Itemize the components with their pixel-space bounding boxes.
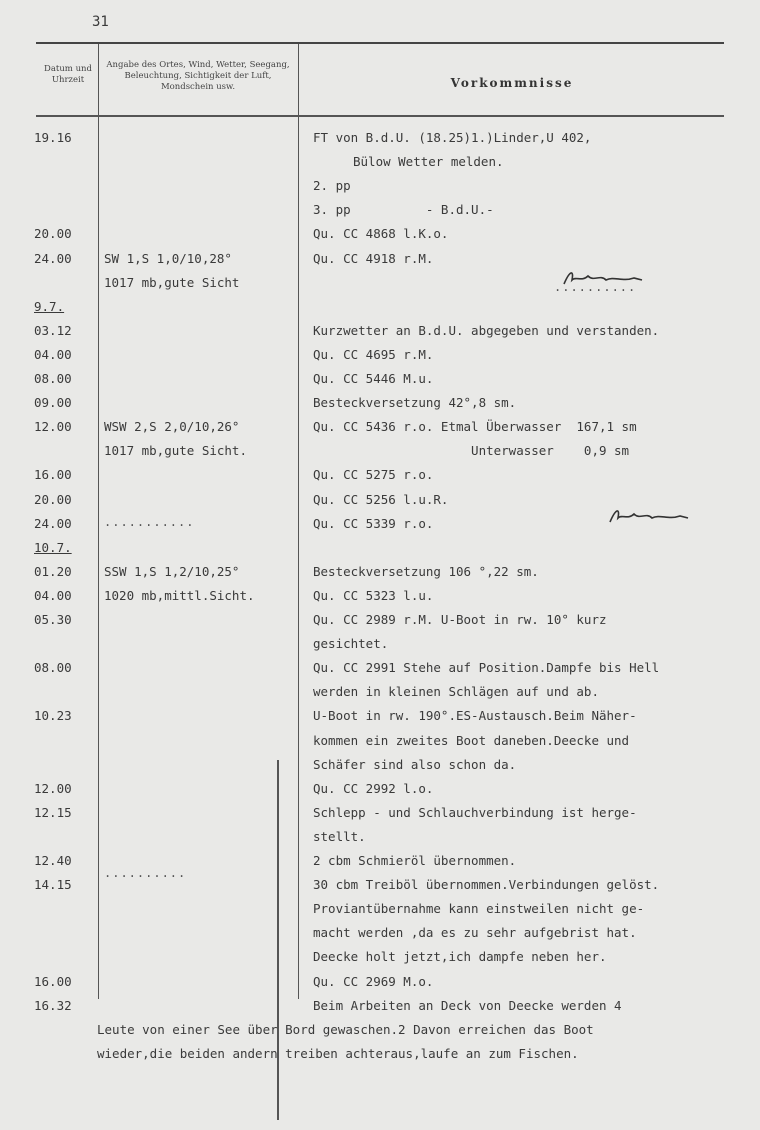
log-time: 09.00 — [34, 395, 72, 411]
log-event: stellt. — [313, 828, 366, 844]
log-time: 08.00 — [34, 660, 72, 676]
dotted-filler-2: .......... — [104, 866, 187, 880]
log-time: 24.00 — [34, 250, 72, 266]
dotted-filler-1: ........... — [104, 515, 195, 529]
log-place-weather: 1017 mb,gute Sicht. — [104, 443, 247, 459]
signature-1 — [560, 268, 650, 292]
log-row — [0, 443, 760, 466]
header-rule — [36, 115, 724, 117]
log-event: Qu. CC 2991 Stehe auf Position.Dampfe bis Hell — [313, 660, 660, 676]
log-place-weather: WSW 2,S 2,0/10,26° — [104, 419, 240, 435]
log-row — [0, 636, 760, 659]
log-place-weather: SW 1,S 1,0/10,28° — [104, 250, 232, 266]
log-event: Deecke holt jetzt,ich dampfe neben her. — [313, 949, 607, 965]
log-row — [0, 395, 760, 418]
log-row-wide — [0, 1046, 760, 1069]
log-time: 12.15 — [34, 804, 72, 820]
log-event: U-Boot in rw. 190°.ES-Austausch.Beim Näher- — [313, 708, 637, 724]
log-event: Qu. CC 5323 l.u. — [313, 587, 434, 603]
log-event: Qu. CC 2992 l.o. — [313, 780, 434, 796]
log-event: Qu. CC 4918 r.M. — [313, 250, 434, 266]
page-number: 31 — [92, 14, 109, 30]
log-time: 16.32 — [34, 997, 72, 1013]
log-row — [0, 949, 760, 972]
log-event: Schlepp - und Schlauchverbindung ist herge- — [313, 804, 637, 820]
log-event: kommen ein zweites Boot daneben.Deecke und — [313, 732, 630, 748]
log-time: 04.00 — [34, 346, 72, 362]
log-date: 9.7. — [34, 298, 65, 314]
log-event: 30 cbm Treiböl übernommen.Verbindungen gelöst. — [313, 877, 660, 893]
log-row — [0, 998, 760, 1021]
log-event: Qu. CC 5256 l.u.R. — [313, 491, 449, 507]
log-event: Qu. CC 5436 r.o. Etmal Überwasser 167,1 sm — [313, 419, 637, 435]
header-place-weather: Angabe des Ortes, Wind, Wetter, Seegang, Beleuchtung, Sichtigkeit der Luft, Mondschein usw. — [106, 60, 290, 92]
log-time: 01.20 — [34, 563, 72, 579]
log-row — [0, 347, 760, 370]
log-row — [0, 877, 760, 900]
log-event: Qu. CC 4695 r.M. — [313, 346, 434, 362]
log-row — [0, 733, 760, 756]
log-time: 05.30 — [34, 612, 72, 627]
log-event: 2. pp — [313, 178, 351, 194]
log-time: 20.00 — [34, 491, 72, 507]
log-place-weather: 1020 mb,mittl.Sicht. — [104, 587, 255, 603]
log-time: 12.00 — [34, 419, 72, 435]
log-row — [0, 612, 760, 635]
log-time: 04.00 — [34, 587, 72, 603]
log-row — [0, 588, 760, 611]
log-time: 16.00 — [34, 467, 72, 483]
top-rule — [36, 42, 724, 44]
log-row — [0, 540, 760, 563]
log-event: Qu. CC 5275 r.o. — [313, 467, 434, 483]
log-row — [0, 757, 760, 780]
log-time: 03.12 — [34, 322, 72, 338]
log-row — [0, 299, 760, 322]
signature-2 — [606, 506, 696, 530]
log-event: Qu. CC 4868 l.K.o. — [313, 226, 449, 242]
log-row — [0, 323, 760, 346]
log-row — [0, 974, 760, 997]
log-event: Schäfer sind also schon da. — [313, 756, 517, 772]
log-event: Unterwasser 0,9 sm — [313, 443, 630, 459]
header-events: Vorkommnisse — [450, 76, 574, 90]
log-row — [0, 901, 760, 924]
log-row — [0, 564, 760, 587]
log-row — [0, 226, 760, 249]
log-row — [0, 154, 760, 177]
log-row — [0, 202, 760, 225]
log-row — [0, 684, 760, 707]
log-row — [0, 708, 760, 731]
log-event: Qu. CC 5339 r.o. — [313, 515, 434, 531]
log-row — [0, 371, 760, 394]
log-time: 14.15 — [34, 877, 72, 893]
log-time: 16.00 — [34, 973, 72, 989]
log-row-wide — [0, 1022, 760, 1045]
log-event-wide: Leute von einer See über Bord gewaschen.2 Davon erreichen das Boot — [97, 1021, 594, 1037]
log-event: Qu. CC 5446 M.u. — [313, 371, 434, 386]
log-event: Qu. CC 2969 M.o. — [313, 973, 434, 989]
log-time: 12.00 — [34, 780, 72, 796]
log-event: Proviantübernahme kann einstweilen nicht ge- — [313, 901, 645, 917]
log-row — [0, 925, 760, 948]
log-time: 19.16 — [34, 130, 72, 145]
log-row — [0, 781, 760, 804]
log-event: 3. pp - B.d.U.- — [313, 202, 494, 218]
log-row — [0, 178, 760, 201]
log-event: Kurzwetter an B.d.U. abgegeben und verstanden. — [313, 322, 660, 338]
log-event: Besteckversetzung 42°,8 sm. — [313, 395, 517, 411]
log-event: Qu. CC 2989 r.M. U-Boot in rw. 10° kurz — [313, 612, 607, 627]
log-row — [0, 130, 760, 153]
log-time: 10.23 — [34, 708, 72, 724]
log-event: Bülow Wetter melden. — [353, 154, 504, 170]
log-time: 12.40 — [34, 853, 72, 868]
log-row — [0, 805, 760, 828]
log-row — [0, 660, 760, 683]
log-event: werden in kleinen Schlägen auf und ab. — [313, 684, 599, 700]
log-place-weather: 1017 mb,gute Sicht — [104, 274, 240, 290]
log-row — [0, 467, 760, 490]
log-row — [0, 419, 760, 442]
log-event: 2 cbm Schmieröl übernommen. — [313, 853, 517, 868]
log-place-weather: SSW 1,S 1,2/10,25° — [104, 563, 240, 579]
log-event: FT von B.d.U. (18.25)1.)Linder,U 402, — [313, 130, 592, 145]
log-event: Beim Arbeiten an Deck von Deecke werden 4 — [313, 997, 622, 1013]
log-time: 20.00 — [34, 226, 72, 242]
log-date: 10.7. — [34, 539, 72, 555]
log-event: gesichtet. — [313, 636, 389, 652]
log-event-wide: wieder,die beiden andern treiben achteraus,laufe an zum Fischen. — [97, 1045, 579, 1061]
log-event: macht werden ,da es zu sehr aufgebrist hat. — [313, 925, 637, 941]
log-row — [0, 829, 760, 852]
header-date-time: Datum und Uhrzeit — [44, 64, 92, 85]
log-time: 24.00 — [34, 515, 72, 531]
signature-dots-1: .......... — [554, 280, 637, 294]
log-event: Besteckversetzung 106 °,22 sm. — [313, 563, 539, 579]
log-time: 08.00 — [34, 371, 72, 386]
